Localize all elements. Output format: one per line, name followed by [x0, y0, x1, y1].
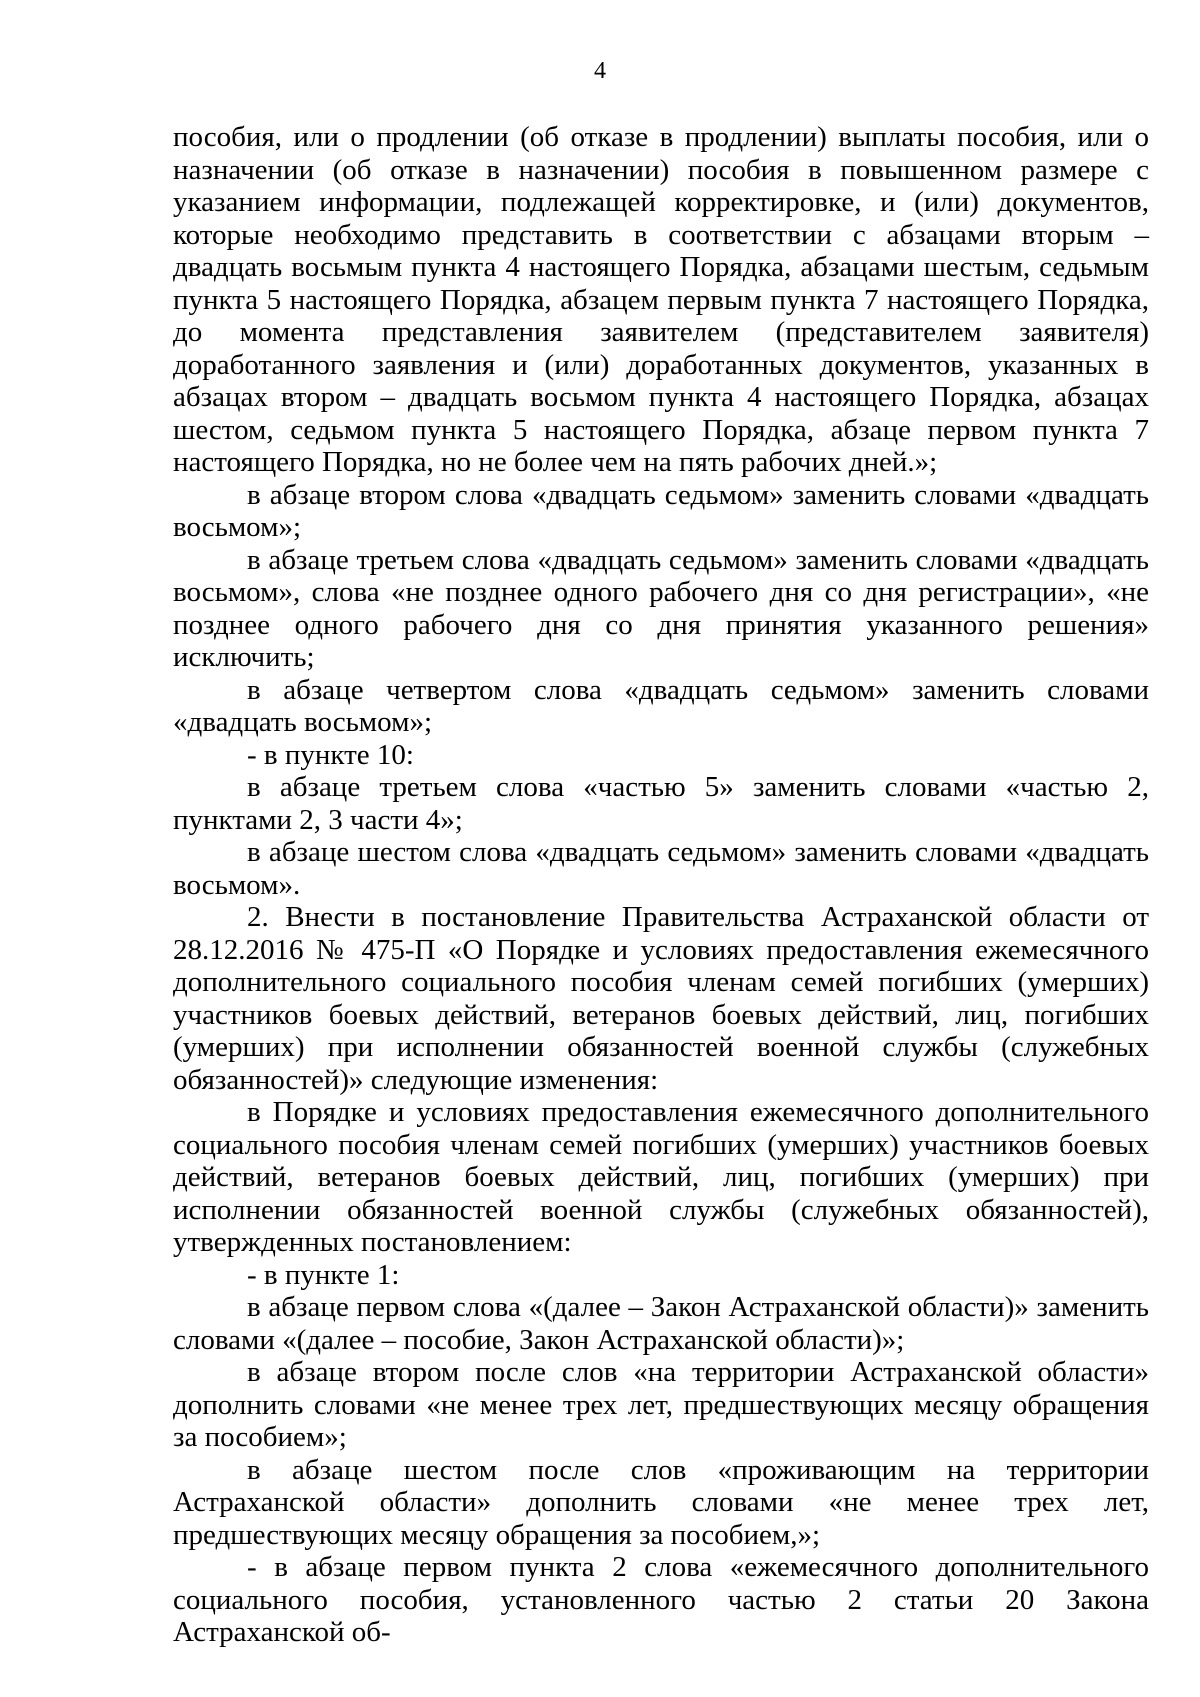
paragraph: - в пункте 1: — [247, 1258, 400, 1291]
paragraph: в абзаце шестом после слов «проживающим на территории Астраханской области» дополнить словами «не менее трех лет, предшествующих месяцу обращения за пособием,»; — [173, 1453, 1149, 1551]
paragraph: в абзаце втором после слов «на территории Астраханской области» дополнить словами «не менее трех лет, предшествующих месяцу обращения за пособием»; — [173, 1356, 1149, 1453]
paragraph: в абзаце третьем слова «двадцать седьмом» заменить словами «двадцать восьмом», слова «не позднее одного рабочего дня со дня регистрации», «не позднее одного рабочего дня со дня принятия указанного решения» исключить; — [173, 543, 1149, 673]
paragraph: - в пункте 10: — [247, 738, 414, 771]
paragraph: 2. Внести в постановление Правительства Астраханской области от 28.12.2016 № 475-П «О Порядке и условиях предоставления ежемесячного дополнительного социального пособия членам семей погибших (умерших) участников боевых действий, ветеранов боевых действий, лиц, погибших (умерших) при исполнении обязанностей военной службы (служебных обязанностей)» следующие изменения: — [173, 901, 1149, 1096]
paragraph: - в абзаце первом пункта 2 слова «ежемесячного дополнительного социального пособия, установленного частью 2 статьи 20 Закона Астраханской об- — [173, 1551, 1149, 1648]
paragraph: в абзаце шестом слова «двадцать седьмом» заменить словами «двадцать восьмом». — [173, 836, 1149, 901]
paragraph: пособия, или о продлении (об отказе в продлении) выплаты пособия, или о назначении (об отказе в назначении) пособия в повышенном размере с указанием информации, подлежащей корректировке, и (или) документов, которые необходимо представить в соответствии с абзацами вторым – двадцать восьмым пункта 4 настоящего Порядка, абзацами шестым, седьмым пункта 5 настоящего Порядка, абзацем первым пункта 7 настоящего Порядка, до момента представления заявителем (представителем заявителя) доработанного заявления и (или) доработанных документов, указанных в абзацах втором – двадцать восьмом пункта 4 настоящего Порядка, абзацах шестом, седьмом пункта 5 настоящего Порядка, абзаце первом пункта 7 настоящего Порядка, но не более чем на пять рабочих дней.»; — [173, 121, 1149, 478]
document-body — [173, 121, 1149, 1649]
paragraph: в Порядке и условиях предоставления ежемесячного дополнительного социального пособия членам семей погибших (умерших) участников боевых действий, ветеранов боевых действий, лиц, погибших (умерших) при исполнении обязанностей военной службы (служебных обязанностей), утвержденных постановлением: — [173, 1096, 1149, 1258]
paragraph: в абзаце втором слова «двадцать седьмом» заменить словами «двадцать восьмом»; — [173, 478, 1149, 543]
paragraph: в абзаце третьем слова «частью 5» заменить словами «частью 2, пунктами 2, 3 части 4»; — [173, 771, 1149, 836]
page-number: 4 — [594, 58, 606, 84]
paragraph: в абзаце первом слова «(далее – Закон Астраханской области)» заменить словами «(далее – пособие, Закон Астраханской области)»; — [173, 1291, 1149, 1356]
paragraph: в абзаце четвертом слова «двадцать седьмом» заменить словами «двадцать восьмом»; — [173, 673, 1149, 738]
